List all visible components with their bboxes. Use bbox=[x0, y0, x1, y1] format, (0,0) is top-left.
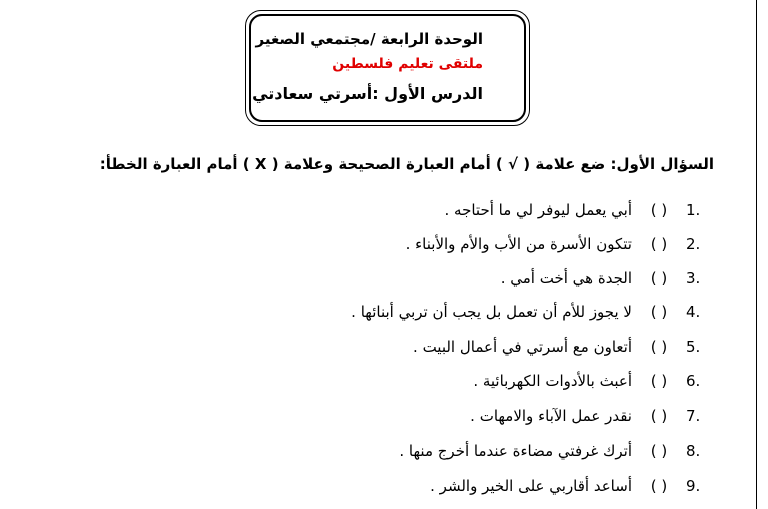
item-number: 4. bbox=[686, 303, 701, 321]
item-number: 9. bbox=[686, 477, 701, 495]
item-number: 5. bbox=[686, 338, 701, 356]
source-label: ملتقى تعليم فلسطين bbox=[332, 56, 483, 72]
answer-box[interactable]: ( ) bbox=[650, 372, 668, 390]
item-text: لا يجوز للأم أن تعمل بل يجب أن تربي أبنائها . bbox=[351, 303, 632, 321]
answer-box[interactable]: ( ) bbox=[650, 201, 668, 219]
question-title: السؤال الأول: ضع علامة ( √ ) أمام العبارة الصحيحة وعلامة ( X ) أمام العبارة الخطأ: bbox=[99, 155, 714, 173]
item-text: أبي يعمل ليوفر لي ما أحتاجه . bbox=[444, 201, 632, 219]
lesson-title: الدرس الأول :أسرتي سعادتي bbox=[252, 84, 483, 103]
item-number: 3. bbox=[686, 269, 701, 287]
answer-box[interactable]: ( ) bbox=[650, 407, 668, 425]
item-number: 8. bbox=[686, 442, 701, 460]
item-number: 2. bbox=[686, 235, 701, 253]
list-item bbox=[288, 235, 708, 265]
answer-box[interactable]: ( ) bbox=[650, 338, 668, 356]
item-text: أتعاون مع أسرتي في أعمال البيت . bbox=[413, 338, 632, 356]
list-item bbox=[288, 407, 708, 437]
answer-box[interactable]: ( ) bbox=[650, 235, 668, 253]
answer-box[interactable]: ( ) bbox=[650, 303, 668, 321]
list-item bbox=[288, 442, 708, 472]
item-text: أعبث بالأدوات الكهربائية . bbox=[473, 372, 632, 390]
item-number: 1. bbox=[686, 201, 701, 219]
item-text: أترك غرفتي مضاءة عندما أخرج منها . bbox=[399, 442, 632, 460]
item-text: أساعد أقاربي على الخير والشر . bbox=[430, 477, 632, 495]
item-text: نقدر عمل الآباء والامهات . bbox=[470, 407, 632, 425]
item-number: 6. bbox=[686, 372, 701, 390]
item-text: الجدة هي أخت أمي . bbox=[500, 269, 632, 287]
list-item bbox=[288, 201, 708, 231]
list-item bbox=[288, 338, 708, 368]
page-border-right bbox=[756, 0, 757, 509]
list-item bbox=[288, 372, 708, 402]
item-number: 7. bbox=[686, 407, 701, 425]
list-item bbox=[288, 269, 708, 299]
list-item bbox=[288, 477, 708, 507]
answer-box[interactable]: ( ) bbox=[650, 442, 668, 460]
answer-box[interactable]: ( ) bbox=[650, 477, 668, 495]
item-text: تتكون الأسرة من الأب والأم والأبناء . bbox=[405, 235, 632, 253]
unit-title: الوحدة الرابعة /مجتمعي الصغير bbox=[255, 30, 483, 48]
list-item bbox=[288, 303, 708, 333]
answer-box[interactable]: ( ) bbox=[650, 269, 668, 287]
